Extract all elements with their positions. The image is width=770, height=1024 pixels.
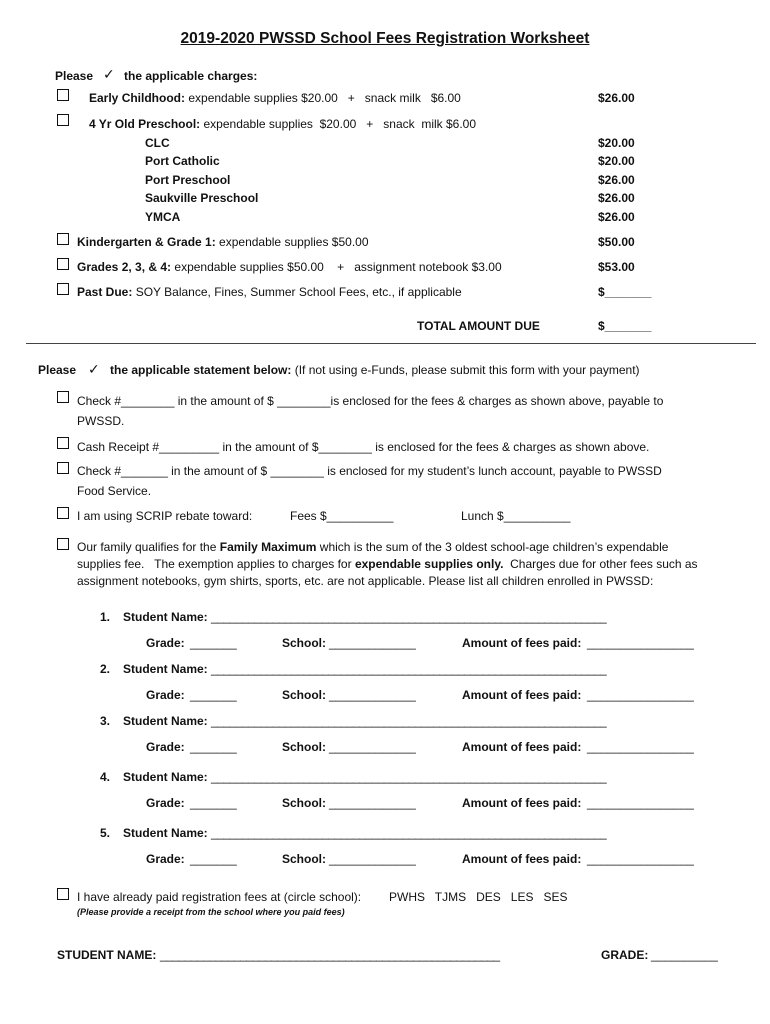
family-max-line2-pre: supplies fee. The exemption applies to charges for xyxy=(77,557,355,571)
family-max-mid: which is the sum of the 3 oldest school-age children’s expendable xyxy=(316,540,669,554)
footer-student-label: STUDENT NAME: xyxy=(57,948,157,962)
scrip-label: I am using SCRIP rebate toward: xyxy=(77,509,253,523)
student-name-label: Student Name: xyxy=(123,770,208,784)
amount-field[interactable]: ________________ xyxy=(587,740,694,754)
school-field[interactable]: _____________ xyxy=(329,852,416,866)
amount-field[interactable]: ________________ xyxy=(587,852,694,866)
family-max-line2 xyxy=(77,557,698,571)
amount-label: Amount of fees paid: xyxy=(462,688,582,702)
grades-row xyxy=(77,260,502,274)
footer-student-field[interactable]: _______________________________________________________ xyxy=(160,948,500,962)
school-label: School: xyxy=(282,852,326,866)
please-label-2: Please xyxy=(38,363,77,377)
site-port-catholic-amount: $20.00 xyxy=(598,154,635,168)
student-name-field[interactable]: ________________________________________________________________ xyxy=(211,610,607,624)
page-title: 2019-2020 PWSSD School Fees Registration Worksheet xyxy=(180,30,590,47)
site-ymca-amount: $26.00 xyxy=(598,210,635,224)
past-due-desc: SOY Balance, Fines, Summer School Fees, etc., if applicable xyxy=(135,285,462,299)
grade-label: Grade: xyxy=(146,688,185,702)
check-payment-line1: Check #________ in the amount of $ ________is enclosed for the fees & charges as shown above, payable to xyxy=(77,394,664,408)
check-payment-checkbox[interactable] xyxy=(57,391,69,403)
student-name-field[interactable]: ________________________________________________________________ xyxy=(211,714,607,728)
preschool-checkbox[interactable] xyxy=(57,114,69,126)
amount-label: Amount of fees paid: xyxy=(462,636,582,650)
school-label: School: xyxy=(282,740,326,754)
kindergarten-label: Kindergarten & Grade 1: xyxy=(77,235,216,249)
kindergarten-amount: $50.00 xyxy=(598,235,635,249)
site-saukville-amount: $26.00 xyxy=(598,191,635,205)
student-number: 3. xyxy=(100,714,111,728)
family-max-checkbox[interactable] xyxy=(57,538,69,550)
family-max-pre: Our family qualifies for the xyxy=(77,540,220,554)
student-number: 2. xyxy=(100,662,111,676)
early-childhood-desc: expendable supplies $20.00 + snack milk $6.00 xyxy=(188,91,461,105)
school-field[interactable]: _____________ xyxy=(329,796,416,810)
past-due-label: Past Due: xyxy=(77,285,133,299)
family-max-line2-post: Charges due for other fees such as xyxy=(503,557,698,571)
site-saukville: Saukville Preschool xyxy=(145,191,259,205)
cash-receipt-checkbox[interactable] xyxy=(57,437,69,449)
school-options[interactable]: PWHS TJMS DES LES SES xyxy=(389,890,568,904)
amount-label: Amount of fees paid: xyxy=(462,852,582,866)
already-paid-text: I have already paid registration fees at (circle school): xyxy=(77,890,362,904)
lunch-check-line2: Food Service. xyxy=(77,484,152,498)
cash-receipt-text: Cash Receipt #_________ in the amount of $________ is enclosed for the fees & charges as shown above. xyxy=(77,440,650,454)
grade-label: Grade: xyxy=(146,796,185,810)
past-due-amount[interactable]: $_______ xyxy=(598,285,652,299)
early-childhood-row xyxy=(89,91,461,105)
amount-label: Amount of fees paid: xyxy=(462,796,582,810)
grade-field[interactable]: _______ xyxy=(190,740,237,754)
site-clc: CLC xyxy=(145,136,170,150)
grade-field[interactable]: _______ xyxy=(190,796,237,810)
grade-field[interactable]: _______ xyxy=(190,636,237,650)
family-max-bold: Family Maximum xyxy=(219,540,317,554)
kindergarten-desc: expendable supplies $50.00 xyxy=(219,235,369,249)
school-label: School: xyxy=(282,796,326,810)
already-paid-checkbox[interactable] xyxy=(57,888,69,900)
section-divider xyxy=(26,343,756,344)
student-name-label: Student Name: xyxy=(123,610,208,624)
family-max-bold2: expendable supplies only. xyxy=(354,557,504,571)
preschool-row xyxy=(89,117,476,131)
grades-checkbox[interactable] xyxy=(57,258,69,270)
total-amount[interactable]: $_______ xyxy=(598,319,652,333)
amount-field[interactable]: ________________ xyxy=(587,688,694,702)
student-number: 4. xyxy=(100,770,111,784)
student-name-field[interactable]: ________________________________________________________________ xyxy=(211,826,607,840)
grades-desc: expendable supplies $50.00 + assignment notebook $3.00 xyxy=(174,260,502,274)
grade-label: Grade: xyxy=(146,852,185,866)
site-port-catholic: Port Catholic xyxy=(145,154,220,168)
grade-label: Grade: xyxy=(146,636,185,650)
section2-instruction-row xyxy=(110,363,640,377)
site-port-preschool: Port Preschool xyxy=(145,173,231,187)
lunch-check-line1: Check #_______ in the amount of $ ________ is enclosed for my student’s lunch account, payable to PWSSD xyxy=(77,464,662,478)
site-clc-amount: $20.00 xyxy=(598,136,635,150)
student-name-label: Student Name: xyxy=(123,826,208,840)
early-childhood-checkbox[interactable] xyxy=(57,89,69,101)
school-field[interactable]: _____________ xyxy=(329,636,416,650)
section2-instruction: the applicable statement below: xyxy=(110,363,292,377)
school-label: School: xyxy=(282,636,326,650)
school-field[interactable]: _____________ xyxy=(329,688,416,702)
scrip-fees[interactable]: Fees $__________ xyxy=(290,509,394,523)
past-due-row xyxy=(77,285,462,299)
student-number: 1. xyxy=(100,610,111,624)
section2-note: (If not using e-Funds, please submit this form with your payment) xyxy=(294,363,640,377)
grade-field[interactable]: _______ xyxy=(190,852,237,866)
student-name-field[interactable]: ________________________________________________________________ xyxy=(211,770,607,784)
checkmark-icon-2: ✓ xyxy=(88,361,100,377)
checkmark-icon: ✓ xyxy=(103,66,115,82)
check-payment-line2: PWSSD. xyxy=(77,414,125,428)
kindergarten-checkbox[interactable] xyxy=(57,233,69,245)
kindergarten-row xyxy=(77,235,369,249)
grade-field[interactable]: _______ xyxy=(190,688,237,702)
receipt-note: (Please provide a receipt from the school where you paid fees) xyxy=(77,907,345,917)
grade-label: Grade: xyxy=(146,740,185,754)
student-number: 5. xyxy=(100,826,111,840)
past-due-checkbox[interactable] xyxy=(57,283,69,295)
student-name-label: Student Name: xyxy=(123,714,208,728)
preschool-desc: expendable supplies $20.00 + snack milk $6.00 xyxy=(203,117,477,131)
lunch-check-checkbox[interactable] xyxy=(57,462,69,474)
grades-label: Grades 2, 3, & 4: xyxy=(77,260,172,274)
amount-field[interactable]: ________________ xyxy=(587,796,694,810)
total-label: TOTAL AMOUNT DUE xyxy=(417,319,540,333)
site-ymca: YMCA xyxy=(145,210,181,224)
grades-amount: $53.00 xyxy=(598,260,635,274)
amount-field[interactable]: ________________ xyxy=(587,636,694,650)
early-childhood-label: Early Childhood: xyxy=(89,91,185,105)
footer-grade-field[interactable]: __________ xyxy=(651,948,718,962)
school-field[interactable]: _____________ xyxy=(329,740,416,754)
preschool-label: 4 Yr Old Preschool: xyxy=(89,117,201,131)
amount-label: Amount of fees paid: xyxy=(462,740,582,754)
section1-instruction: the applicable charges: xyxy=(124,69,258,83)
family-max-line1 xyxy=(77,540,668,554)
please-label: Please xyxy=(55,69,94,83)
scrip-lunch[interactable]: Lunch $__________ xyxy=(461,509,571,523)
footer-grade-label: GRADE: xyxy=(601,948,649,962)
scrip-checkbox[interactable] xyxy=(57,507,69,519)
site-port-preschool-amount: $26.00 xyxy=(598,173,635,187)
student-name-label: Student Name: xyxy=(123,662,208,676)
student-name-field[interactable]: ________________________________________________________________ xyxy=(211,662,607,676)
early-childhood-amount: $26.00 xyxy=(598,91,635,105)
family-max-line3: assignment notebooks, gym shirts, sports, etc. are not applicable. Please list all children enrolled in PWSSD: xyxy=(77,574,654,588)
school-label: School: xyxy=(282,688,326,702)
